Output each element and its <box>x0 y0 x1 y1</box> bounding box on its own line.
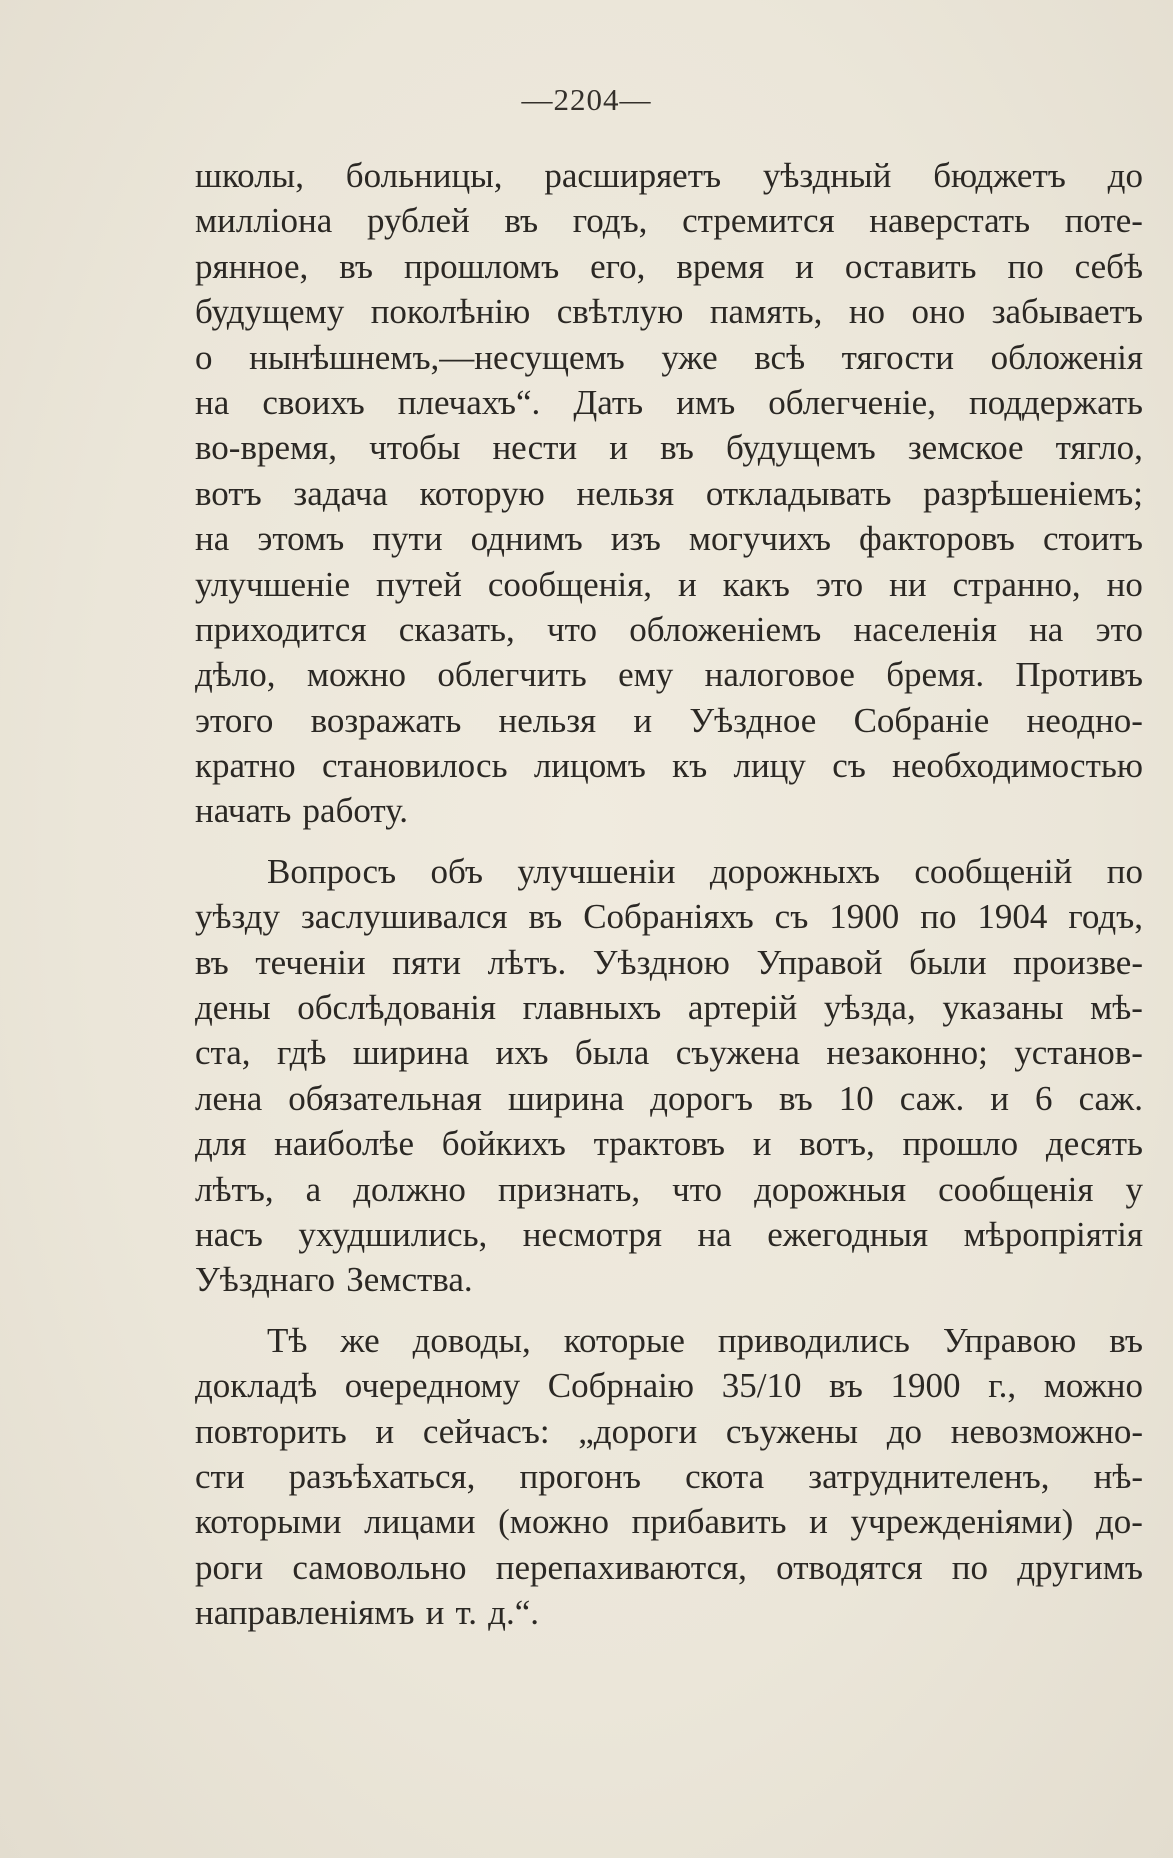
word: для <box>195 1124 247 1164</box>
word: 1900 <box>890 1366 961 1406</box>
word: что <box>547 609 597 649</box>
word: роги <box>195 1547 264 1587</box>
word: по <box>1007 246 1044 286</box>
word: въ <box>528 897 563 937</box>
word: земское <box>907 428 1024 468</box>
word: больницы, <box>345 156 503 195</box>
word: что <box>672 1169 723 1209</box>
word: сообщенія, <box>487 564 652 604</box>
word: гдѣ <box>276 1033 327 1073</box>
word: Уѣздное <box>689 700 817 740</box>
text-line <box>195 244 1143 289</box>
word: съ <box>774 897 809 937</box>
word: пяти <box>392 942 462 982</box>
word: школы, <box>195 156 304 195</box>
word: ширина <box>352 1033 470 1073</box>
word: ихъ <box>495 1033 549 1073</box>
word: населенія <box>853 609 997 649</box>
word: а <box>305 1169 322 1209</box>
word: 10 <box>838 1078 874 1118</box>
word: однимъ <box>470 519 583 559</box>
word: до- <box>1095 1502 1143 1542</box>
text-line <box>195 788 1143 833</box>
text-line <box>195 471 1143 516</box>
word: оставить <box>844 246 977 286</box>
word: задача <box>293 473 388 513</box>
word: невозможно- <box>950 1411 1143 1451</box>
word: д.“. <box>488 1593 539 1633</box>
word: неодно- <box>1026 700 1143 740</box>
word: по <box>951 1547 989 1587</box>
word: у <box>1125 1169 1143 1209</box>
word: произве- <box>1013 942 1143 982</box>
word: Собраніе <box>853 700 990 740</box>
word: артерій <box>687 988 798 1028</box>
word: же <box>340 1320 380 1360</box>
word: это <box>815 564 864 604</box>
text-line <box>195 516 1143 561</box>
word: вотъ, <box>799 1124 875 1164</box>
word: странно, <box>952 564 1081 604</box>
word: насъ <box>195 1214 263 1254</box>
word: будущемъ <box>725 428 876 468</box>
word: главныхъ <box>522 988 662 1028</box>
word: факторовъ <box>859 519 1015 559</box>
word: Собраніяхъ <box>583 897 754 937</box>
word: обложеніемъ <box>629 609 822 649</box>
word: необходимостью <box>892 746 1143 786</box>
word: лицомъ <box>533 746 646 786</box>
word: на <box>697 1214 732 1254</box>
word: и <box>809 1502 828 1542</box>
word: этого <box>195 700 274 740</box>
word: на <box>1029 609 1064 649</box>
word: въ <box>829 1366 863 1406</box>
word: уже <box>661 337 718 377</box>
text-line <box>195 1409 1143 1454</box>
word: всѣ <box>754 337 806 377</box>
word: въ <box>504 201 539 241</box>
paragraph <box>195 1318 1143 1636</box>
word: были <box>909 942 987 982</box>
word: разъѣхаться, <box>288 1456 476 1496</box>
word: бюджетъ <box>933 156 1066 195</box>
word: свѣтлую <box>556 292 684 332</box>
text-line <box>195 849 1143 894</box>
word: ухудшились, <box>298 1214 488 1254</box>
word: бремя. <box>886 655 985 695</box>
text-line <box>195 1318 1143 1363</box>
word: въ <box>339 246 373 286</box>
word: милліона <box>195 201 333 241</box>
word: начать <box>195 791 292 831</box>
word: изъ <box>610 519 661 559</box>
word: Противъ <box>1015 655 1143 695</box>
text-line <box>195 425 1143 470</box>
word: несмотря <box>522 1214 662 1254</box>
word: путей <box>376 564 462 604</box>
word: вотъ <box>195 473 262 513</box>
word: поколѣнію <box>370 292 531 332</box>
word: въ <box>1109 1320 1143 1360</box>
word: и <box>752 1124 772 1164</box>
word: и <box>677 564 697 604</box>
word: и <box>375 1411 395 1451</box>
text-line <box>195 289 1143 334</box>
word: указаны <box>942 988 1064 1028</box>
word: плечахъ“. <box>397 382 541 422</box>
word: память, <box>709 292 823 332</box>
word: приводились <box>717 1320 910 1360</box>
word: другимъ <box>1017 1547 1143 1587</box>
text-line <box>195 1454 1143 1499</box>
word: лѣтъ, <box>195 1169 274 1209</box>
word: Тѣ <box>267 1320 308 1360</box>
word: ширина <box>507 1078 625 1118</box>
paragraph <box>195 849 1143 1303</box>
word: повторить <box>195 1411 347 1451</box>
word: облегчить <box>437 655 587 695</box>
text-line <box>195 1030 1143 1075</box>
word: можно <box>1043 1366 1143 1406</box>
word: стремится <box>682 201 835 241</box>
word: сказать, <box>398 609 515 649</box>
word: возражать <box>310 700 462 740</box>
word: 35/10 <box>721 1366 802 1406</box>
word: своихъ <box>262 382 365 422</box>
word: десять <box>1045 1124 1143 1164</box>
word: самовольно <box>292 1547 467 1587</box>
word: съужена <box>675 1033 800 1073</box>
word: съ <box>832 746 866 786</box>
word: становилось <box>321 746 508 786</box>
text-line <box>195 562 1143 607</box>
word: Земства. <box>346 1260 473 1300</box>
word: лена <box>195 1078 263 1118</box>
word: которую <box>419 473 545 513</box>
word: этомъ <box>257 519 345 559</box>
word: ежегодныя <box>767 1214 929 1254</box>
word: уѣзда, <box>823 988 916 1028</box>
word: „дороги <box>578 1411 698 1451</box>
word: прибавить <box>631 1502 787 1542</box>
word: рублей <box>366 201 470 241</box>
word: и <box>425 1593 445 1633</box>
word: г., <box>988 1366 1017 1406</box>
text-line <box>195 1121 1143 1166</box>
word: но <box>1106 564 1143 604</box>
word: ста, <box>195 1033 251 1073</box>
word: на <box>195 519 230 559</box>
word: докладѣ <box>195 1366 318 1406</box>
word: признать, <box>497 1169 641 1209</box>
word: до <box>1107 156 1143 195</box>
word: на <box>195 382 230 422</box>
word: ему <box>618 655 674 695</box>
page-number: —2204— <box>521 82 652 117</box>
word: сти <box>195 1456 245 1496</box>
word: обслѣдованія <box>297 988 497 1028</box>
word: Уѣзднаго <box>195 1260 336 1300</box>
word: незаконно; <box>826 1033 988 1073</box>
word: сейчасъ: <box>422 1411 550 1451</box>
word: облегченіе, <box>768 382 936 422</box>
word: объ <box>430 851 483 891</box>
word: себѣ <box>1074 246 1143 286</box>
word: дорогъ <box>650 1078 753 1118</box>
text-line <box>195 1363 1143 1408</box>
text-line <box>195 1257 1143 1302</box>
word: дены <box>195 988 271 1028</box>
word: мѣ- <box>1090 988 1143 1028</box>
word: къ <box>672 746 708 786</box>
word: забываетъ <box>991 292 1143 332</box>
word: обложенія <box>990 337 1143 377</box>
word: саж. <box>1078 1078 1143 1118</box>
word: дорожныхъ <box>709 851 881 891</box>
word: 1904 <box>977 897 1048 937</box>
word: Управой <box>756 942 883 982</box>
word: разрѣшеніемъ; <box>923 473 1143 513</box>
word: но <box>848 292 886 332</box>
body-text <box>195 153 1143 1651</box>
word: сообщенія <box>938 1169 1094 1209</box>
word: будущему <box>195 292 345 332</box>
word: ни <box>889 564 927 604</box>
word: въ <box>778 1078 813 1118</box>
word: прошломъ <box>403 246 560 286</box>
word: откладывать <box>705 473 892 513</box>
paragraph <box>195 153 1143 834</box>
word: дорожныя <box>754 1169 907 1209</box>
word: доводы, <box>412 1320 531 1360</box>
text-line <box>195 1167 1143 1212</box>
word: которые <box>563 1320 685 1360</box>
word: приходится <box>195 609 367 649</box>
word: 1900 <box>829 897 900 937</box>
word: учрежденіями) <box>850 1502 1074 1542</box>
word: поддержать <box>969 382 1143 422</box>
text-line <box>195 1545 1143 1590</box>
word: уѣздный <box>762 156 892 195</box>
word: и <box>990 1078 1009 1118</box>
word: налоговое <box>704 655 855 695</box>
word: наверстать <box>869 201 1031 241</box>
text-line <box>195 985 1143 1030</box>
word: его, <box>590 246 646 286</box>
word: кратно <box>195 746 296 786</box>
word: по <box>920 897 957 937</box>
text-line <box>195 743 1143 788</box>
word: въ <box>195 942 229 982</box>
word: поте- <box>1064 201 1143 241</box>
word: съужены <box>725 1411 859 1451</box>
word: годъ, <box>572 201 648 241</box>
word: прошло <box>902 1124 1019 1164</box>
word: Управою <box>942 1320 1077 1360</box>
word: очередному <box>344 1366 521 1406</box>
word: заслушивался <box>300 897 508 937</box>
word: какъ <box>722 564 790 604</box>
word: которыми <box>195 1502 342 1542</box>
text-line <box>195 1076 1143 1121</box>
word: и <box>609 428 628 468</box>
text-line <box>195 1212 1143 1257</box>
text-line <box>195 607 1143 652</box>
word: имъ <box>676 382 736 422</box>
text-line <box>195 153 1143 198</box>
word: это <box>1095 609 1143 649</box>
word: работу. <box>302 791 409 831</box>
text-line <box>195 198 1143 243</box>
word: пути <box>372 519 443 559</box>
word: т. <box>455 1593 477 1633</box>
word: сообщеній <box>914 851 1073 891</box>
word: уѣзду <box>195 897 281 937</box>
text-line <box>195 380 1143 425</box>
word: тягло, <box>1055 428 1143 468</box>
word: Собрнаію <box>547 1366 695 1406</box>
text-line <box>195 1590 1143 1635</box>
word: тягости <box>841 337 955 377</box>
word: Уѣздною <box>592 942 730 982</box>
word: нести <box>492 428 578 468</box>
text-line <box>195 894 1143 939</box>
word: перепахиваются, <box>495 1547 747 1587</box>
word: время <box>676 246 765 286</box>
word: оно <box>911 292 966 332</box>
word: по <box>1106 851 1143 891</box>
word: прогонъ <box>519 1456 642 1496</box>
word: въ <box>660 428 694 468</box>
word: была <box>574 1033 650 1073</box>
text-line <box>195 698 1143 743</box>
word: и <box>795 246 814 286</box>
word: обязательная <box>288 1078 482 1118</box>
word: бойкихъ <box>441 1124 566 1164</box>
word: затруднителенъ, <box>808 1456 1050 1496</box>
word: рянное, <box>195 246 309 286</box>
word: во-время, <box>195 428 337 468</box>
word: саж. <box>899 1078 965 1118</box>
word: 6 <box>1035 1078 1053 1118</box>
word: стоитъ <box>1042 519 1143 559</box>
word: установ- <box>1014 1033 1143 1073</box>
word: отводятся <box>776 1547 923 1587</box>
word: и <box>633 700 653 740</box>
word: дѣло, <box>195 655 276 695</box>
word: лицами <box>364 1502 476 1542</box>
word: нѣ- <box>1093 1456 1143 1496</box>
word: наиболѣе <box>274 1124 414 1164</box>
word: улучшеніе <box>195 564 351 604</box>
word: скота <box>685 1456 765 1496</box>
text-line <box>195 335 1143 380</box>
word: лѣтъ. <box>487 942 567 982</box>
word: о <box>195 337 213 377</box>
word: нынѣшнемъ,—несущемъ <box>249 337 625 377</box>
word: чтобы <box>369 428 461 468</box>
word: направленіямъ <box>195 1593 415 1633</box>
word: улучшеніи <box>517 851 676 891</box>
word: нельзя <box>576 473 675 513</box>
word: трактовъ <box>593 1124 725 1164</box>
word: нельзя <box>498 700 597 740</box>
word: Дать <box>573 382 644 422</box>
word: мѣропріятія <box>963 1214 1143 1254</box>
text-line <box>195 940 1143 985</box>
text-line <box>195 1499 1143 1544</box>
word: Вопросъ <box>267 851 397 891</box>
word: можно <box>306 655 407 695</box>
word: теченіи <box>255 942 366 982</box>
word: должно <box>353 1169 466 1209</box>
word: до <box>886 1411 923 1451</box>
word: (можно <box>498 1502 610 1542</box>
word: годъ, <box>1068 897 1143 937</box>
word: расширяетъ <box>544 156 722 195</box>
text-line <box>195 652 1143 697</box>
word: лицу <box>733 746 806 786</box>
word: могучихъ <box>688 519 831 559</box>
